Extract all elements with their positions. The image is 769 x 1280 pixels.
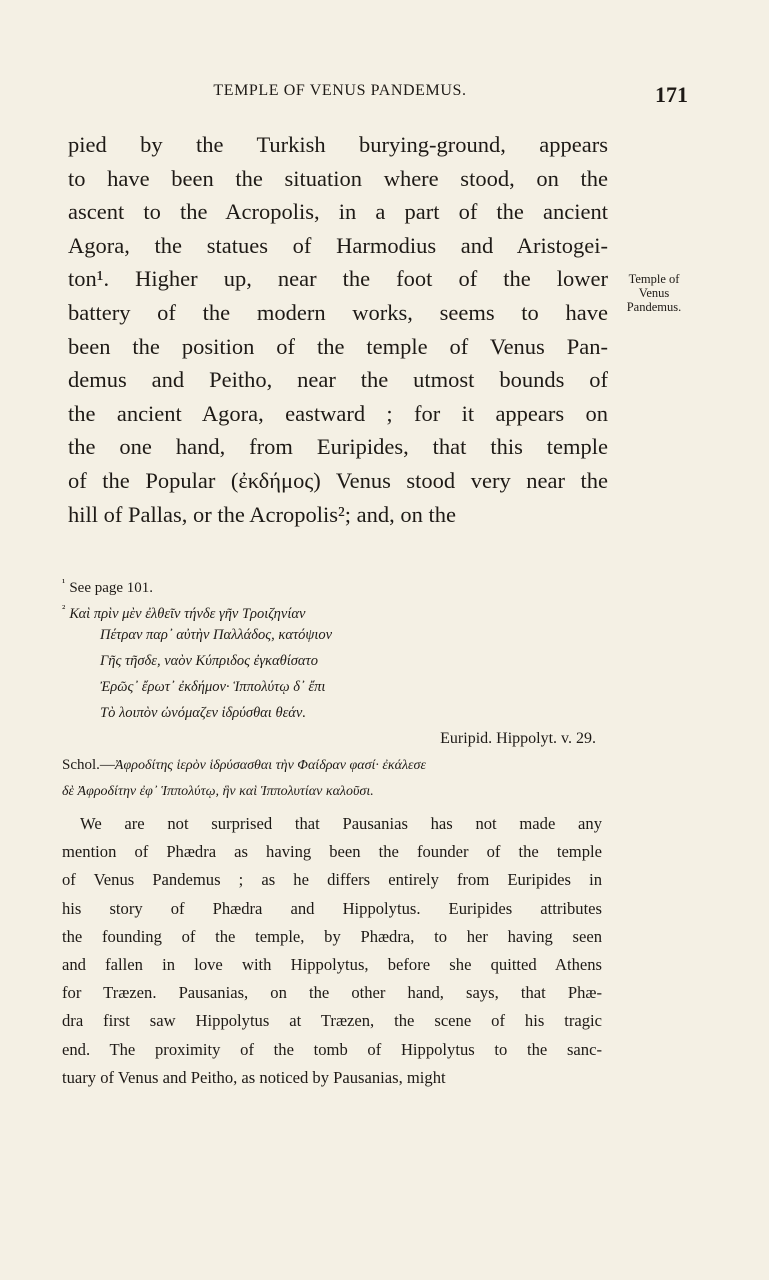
scholion [62,778,602,804]
scholion-greek: δὲ Ἀφροδίτην ἐφ᾽ Ἱππολύτῳ, ἣν καὶ Ἱππολυτίαν καλοῦσι. [62,784,374,799]
commentary-line: of Venus Pandemus ; as he differs entirely from Euripides in [62,870,602,890]
footnote-2 [62,596,602,622]
margin-note [612,272,696,314]
footnote-citation: Euripid. Hippolyt. v. 29. [440,730,596,747]
greek-verse-line: Τὸ λοιπὸν ὠνόμαζεν ἱδρύσθαι θεάν. [100,705,306,721]
scholion [62,752,602,778]
main-text-line: been the position of the temple of Venus Pan- [68,333,608,359]
page-number: 171 [655,82,688,107]
commentary-line: and fallen in love with Hippolytus, before she quitted Athens [62,954,602,974]
footnote-text: See page 101. [69,580,154,596]
footnote-marker: ¹ [62,577,66,589]
commentary-line: end. The proximity of the tomb of Hippolytus to the sanc- [62,1039,602,1059]
greek-verse-line: Γῆς τῆσδε, ναὸν Κύπριδος ἐγκαθίσατο [100,653,318,669]
footnote-marker: ² [62,603,66,615]
main-text-line: the ancient Agora, eastward ; for it appears on [68,400,608,426]
margin-note-line: Venus [638,286,670,300]
main-text-line: ascent to the Acropolis, in a part of the ancient [68,199,608,225]
scholion-greek: Ἀφροδίτης ἱερὸν ἱδρύσασθαι τὴν Φαίδραν φασί· ἐκάλεσε [114,758,426,773]
greek-verse-line: Ἐρῶς᾽ ἔρωτ᾽ ἐκδήμον· Ἱππολύτῳ δ᾽ ἔπι [100,679,326,695]
greek-verse-line: Πέτραν παρ᾽ αὐτὴν Παλλάδος, κατόψιον [100,627,333,643]
main-text-line: battery of the modern works, seems to have [68,299,608,325]
main-text-line: pied by the Turkish burying-ground, appears [68,132,608,157]
scholion-label: Schol.— [62,757,115,773]
main-text [68,128,608,531]
running-head: TEMPLE OF VENUS PANDEMUS. [213,82,467,99]
main-text-line: of the Popular (ἐκδήμος) Venus stood very near the [68,467,608,493]
margin-note-line: Pandemus. [626,300,682,314]
greek-verse-line: Καὶ πρὶν μὲν ἐλθεῖν τήνδε γῆν Τροιζηνίαν [69,606,306,622]
main-text-line: demus and Peitho, near the utmost bounds of [68,367,608,393]
commentary-line: dra first saw Hippolytus at Træzen, the scene of his tragic [62,1011,602,1031]
main-text-line: the one hand, from Euripides, that this temple [68,434,608,460]
commentary-line: for Træzen. Pausanias, on the other hand, says, that Phæ- [62,983,602,1003]
footnote-commentary [62,810,602,1092]
footnote-1 [62,570,602,596]
footnotes [62,570,602,1092]
commentary-line: the founding of the temple, by Phædra, to her having seen [62,926,602,946]
main-text-line: ton¹. Higher up, near the foot of the lower [68,266,608,292]
commentary-line: his story of Phædra and Hippolytus. Euripides attributes [62,898,602,918]
commentary-line: mention of Phædra as having been the founder of the temple [62,842,602,862]
commentary-line: tuary of Venus and Peitho, as noticed by Pausanias, might [62,1067,446,1087]
main-text-line: Agora, the statues of Harmodius and Aristogei- [68,232,608,258]
margin-note-line: Temple of [628,272,680,286]
main-text-line: to have been the situation where stood, on the [68,165,608,191]
commentary-line: We are not surprised that Pausanias has not made any [80,814,602,833]
main-text-line: hill of Pallas, or the Acropolis²; and, on the [68,501,456,527]
